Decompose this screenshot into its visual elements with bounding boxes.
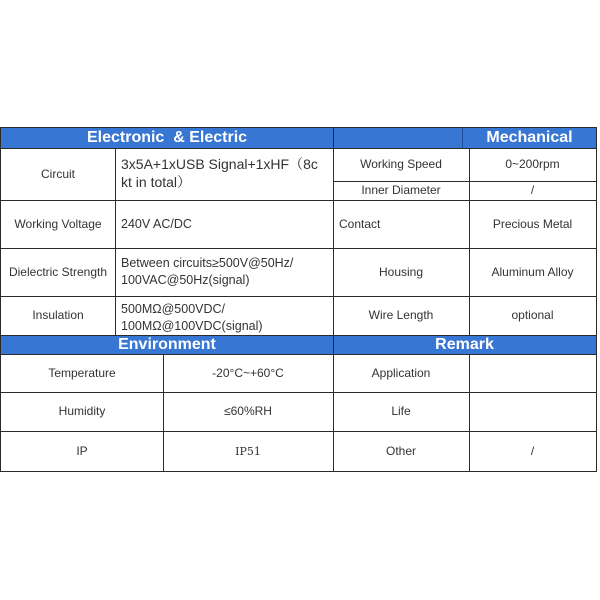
grid-line (333, 181, 596, 182)
value-application (469, 354, 596, 392)
grid-line (1, 471, 596, 472)
grid-line (469, 148, 470, 335)
value-ip: IP51 (235, 444, 261, 458)
label-life: Life (391, 404, 411, 418)
section-title-environment: Environment (118, 335, 216, 353)
value-housing: Aluminum Alloy (491, 264, 574, 279)
header-divider (462, 128, 463, 148)
label-housing: Housing (378, 264, 424, 279)
grid-line (115, 148, 116, 335)
value-dielectric-strength: Between circuits≥500V@50Hz/ 100VAC@50Hz(signal) (121, 256, 294, 287)
value-humidity: ≤60%RH (224, 404, 272, 418)
grid-line (0, 127, 1, 472)
label-humidity: Humidity (58, 404, 106, 418)
section-header-remark (333, 335, 596, 354)
value-life (469, 392, 596, 431)
value-temperature: -20°C~+60°C (212, 365, 284, 380)
value-inner-diameter: / (530, 183, 535, 197)
value-working-voltage: 240V AC/DC (121, 216, 192, 231)
section-title-mechanical: Mechanical (486, 129, 573, 146)
grid-line (1, 127, 596, 128)
value-contact: Precious Metal (492, 216, 573, 231)
section-title-remark: Remark (435, 335, 494, 353)
grid-line (469, 354, 470, 471)
section-title-electronic: Electronic & Electric (86, 129, 248, 146)
label-ip: IP (76, 443, 88, 458)
grid-line (1, 354, 596, 355)
grid-line (1, 248, 596, 249)
label-temperature: Temperature (48, 365, 116, 380)
section-header-electronic (1, 128, 333, 148)
value-working-speed: 0~200rpm (505, 157, 560, 171)
grid-line (163, 354, 164, 471)
grid-line (1, 431, 596, 432)
grid-line (1, 392, 596, 393)
section-header-environment (1, 335, 333, 354)
value-circuit: 3x5A+1xUSB Signal+1xHF（8c kt in total） (121, 156, 318, 190)
label-working-speed: Working Speed (360, 157, 442, 171)
section-header-mechanical (333, 128, 596, 148)
grid-line (1, 335, 596, 336)
label-insulation: Insulation (32, 308, 84, 322)
value-wire-length: optional (511, 308, 554, 322)
label-dielectric-strength: Dielectric Strength (8, 264, 108, 279)
label-application: Application (371, 365, 431, 380)
grid-line (1, 148, 596, 149)
grid-line (1, 200, 596, 201)
value-other: / (530, 443, 535, 458)
grid-line (596, 127, 597, 472)
grid-line (1, 296, 596, 297)
label-working-voltage: Working Voltage (14, 216, 102, 231)
label-circuit: Circuit (40, 166, 75, 181)
label-inner-diameter: Inner Diameter (361, 183, 441, 197)
label-other: Other (385, 443, 416, 458)
grid-line (333, 127, 334, 472)
value-insulation: 500MΩ@500VDC/ 100MΩ@100VDC(signal) (121, 301, 263, 333)
label-contact: Contact (339, 216, 381, 231)
label-wire-length: Wire Length (368, 308, 434, 322)
